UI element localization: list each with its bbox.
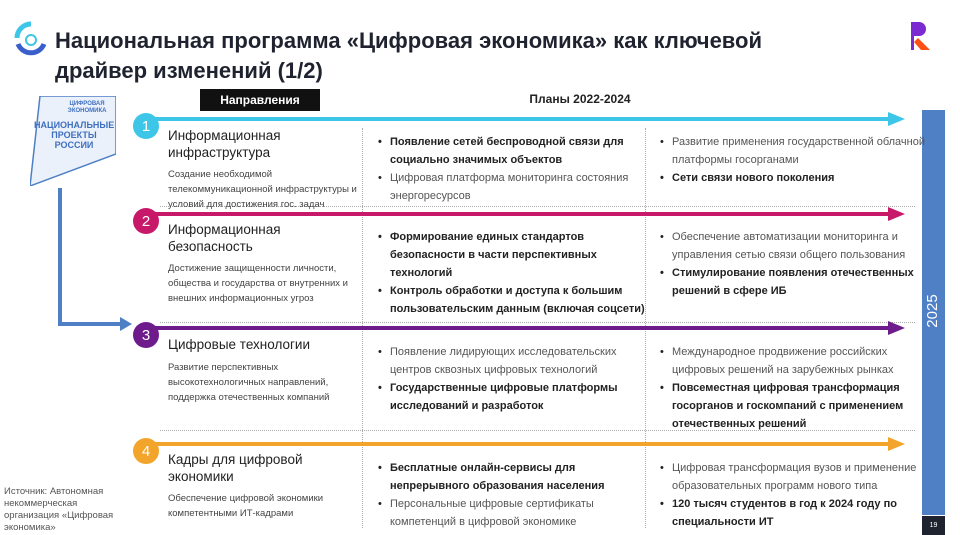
arrow-2-icon bbox=[150, 206, 905, 222]
arrow-3-icon bbox=[150, 320, 905, 336]
plan-item: • Развитие применения государственной облачной платформы госорганами bbox=[672, 133, 927, 169]
arrow-4-icon bbox=[150, 436, 905, 452]
plan-item: • Цифровая платформа мониторинга состояния энергоресурсов bbox=[390, 169, 652, 205]
plan-item: • Стимулирование появления отечественных решений в сфере ИБ bbox=[672, 264, 927, 300]
direction-desc-1: Создание необходимой телекоммуникационной инфраструктуры и условий для достижения гос. задач bbox=[168, 169, 357, 210]
plan-item: • Цифровая трансформация вузов и применение образовательных программ нового типа bbox=[672, 459, 927, 495]
direction-title-1: Информационная инфраструктура bbox=[168, 128, 281, 160]
plan-item: • Повсеместная цифровая трансформация госорганов и госкомпаний с применением отечественных решений bbox=[672, 379, 927, 433]
np-logo-big-2: ПРОЕКТЫ bbox=[51, 130, 97, 140]
direction-number-4: 4 bbox=[133, 438, 159, 464]
plans-1-col2 bbox=[660, 133, 927, 187]
plan-item: • Персональные цифровые сертификаты компетенций в цифровой экономике bbox=[390, 495, 652, 531]
np-logo-small-2: ЭКОНОМИКА bbox=[67, 108, 107, 114]
plans-header: Планы 2022-2024 bbox=[529, 92, 631, 106]
plan-item: • Бесплатные онлайн-сервисы для непрерывного образования населения bbox=[390, 459, 652, 495]
plan-item: • Контроль обработки и доступа к большим пользовательским данным (включая соцсети) bbox=[390, 282, 652, 318]
plans-1-col1 bbox=[378, 133, 652, 205]
plans-4-col1 bbox=[378, 459, 652, 531]
page-title: Национальная программа «Цифровая экономика» как ключевой драйвер изменений (1/2) bbox=[55, 28, 763, 83]
direction-number-1: 1 bbox=[133, 113, 159, 139]
plan-item: • Появление сетей беспроводной связи для социально значимых объектов bbox=[390, 133, 652, 169]
np-logo-small-1: ЦИФРОВАЯ bbox=[69, 101, 105, 107]
direction-title-3: Цифровые технологии bbox=[168, 337, 310, 352]
rostelecom-logo-icon bbox=[908, 20, 934, 52]
direction-desc-2: Достижение защищенности личности, общества и государства от внутренних и внешних информационных угроз bbox=[168, 263, 348, 304]
plans-3-col2 bbox=[660, 343, 927, 433]
plans-2-col2 bbox=[660, 228, 927, 300]
plan-item: • 120 тысяч студентов в год к 2024 году по специальности ИТ bbox=[672, 495, 927, 531]
direction-desc-4: Обеспечение цифровой экономики компетентными ИТ-кадрами bbox=[168, 493, 324, 519]
national-projects-logo bbox=[30, 96, 116, 186]
year-label: 2025 bbox=[924, 294, 941, 328]
plan-item: • Международное продвижение российских цифровых решений на зарубежных рынках bbox=[672, 343, 927, 379]
arrow-1-icon bbox=[150, 111, 905, 127]
page-number: 19 bbox=[922, 516, 945, 535]
digital-economy-logo-icon bbox=[12, 18, 50, 58]
direction-title-2: Информационная безопасность bbox=[168, 222, 281, 254]
plan-item: • Формирование единых стандартов безопасности в части перспективных технологий bbox=[390, 228, 652, 282]
plan-item: • Государственные цифровые платформы исследований и разработок bbox=[390, 379, 652, 415]
plan-item: • Обеспечение автоматизации мониторинга и управления сетью связи общего пользования bbox=[672, 228, 927, 264]
plans-4-col2 bbox=[660, 459, 927, 531]
plan-item: • Появление лидирующих исследовательских центров сквозных цифровых технологий bbox=[390, 343, 652, 379]
plans-2-col1 bbox=[378, 228, 652, 318]
flow-arrow-icon bbox=[50, 188, 132, 334]
direction-number-3: 3 bbox=[133, 322, 159, 348]
np-logo-big-3: РОССИИ bbox=[54, 140, 94, 150]
directions-header: Направления bbox=[200, 89, 320, 111]
np-logo-big-1: НАЦИОНАЛЬНЫЕ bbox=[34, 120, 115, 130]
plans-3-col1 bbox=[378, 343, 652, 415]
plan-item: • Сети связи нового поколения bbox=[672, 169, 927, 187]
direction-title-4: Кадры для цифровой экономики bbox=[168, 452, 303, 484]
direction-desc-3: Развитие перспективных высокотехнологичных направлений, поддержка отечественных компаний bbox=[168, 362, 330, 403]
source-note: Источник: Автономная некоммерческая организация «Цифровая экономика» bbox=[4, 486, 114, 533]
direction-number-2: 2 bbox=[133, 208, 159, 234]
